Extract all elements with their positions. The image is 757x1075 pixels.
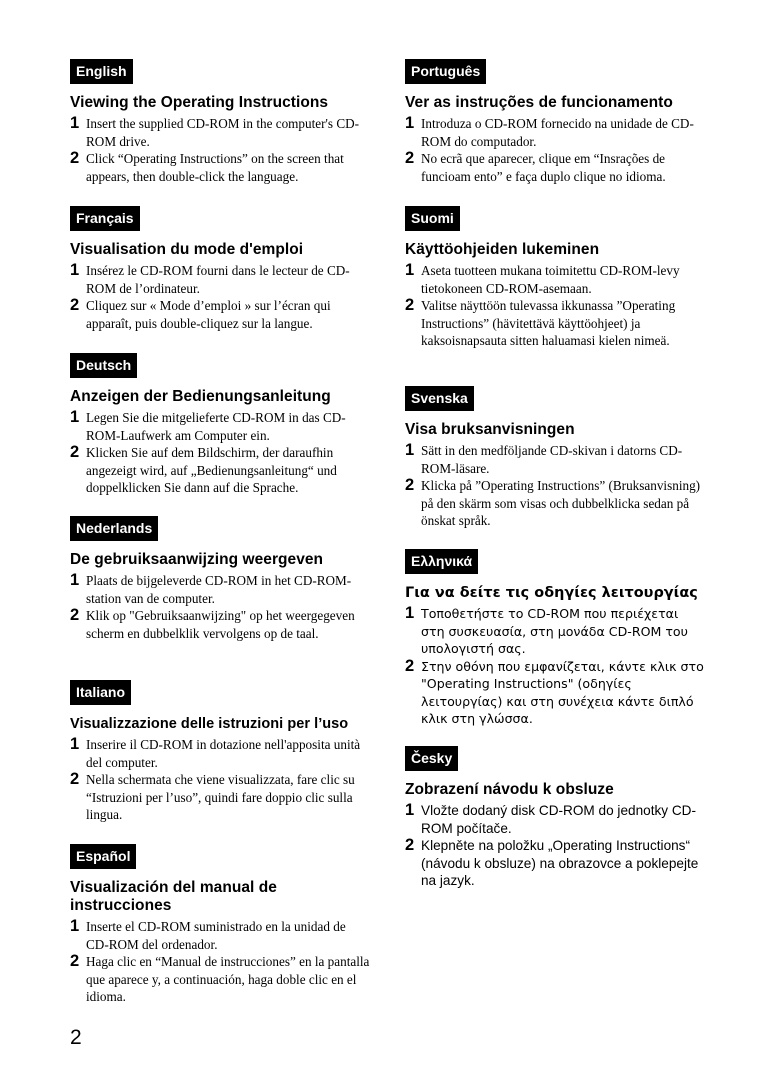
step-number: 2 — [405, 476, 415, 494]
step-number: 1 — [405, 441, 415, 459]
step-item — [405, 115, 705, 150]
step-number: 2 — [405, 656, 415, 675]
section-heading: Visualisation du mode d'emploi — [70, 241, 304, 258]
step-number: 2 — [70, 952, 80, 970]
step-item — [70, 115, 370, 150]
language-badge: Deutsch — [70, 353, 137, 378]
section-svenska — [405, 386, 705, 530]
language-badge: Español — [70, 844, 136, 869]
step-text: Klepněte na položku „Operating Instructions“ (návodu k obsluze) na obrazovce a poklepejte na jazyk. — [421, 838, 699, 888]
step-number: 2 — [70, 149, 80, 167]
section-english — [70, 59, 370, 185]
step-number: 1 — [70, 917, 80, 935]
step-list — [70, 409, 370, 497]
section-suomi — [405, 206, 705, 350]
step-text: Klik op "Gebruiksaanwijzing" op het weergegeven scherm en dubbelklik vervolgens op de taal. — [86, 608, 355, 641]
section-ellinika — [405, 549, 705, 728]
section-heading: De gebruiksaanwijzing weergeven — [70, 551, 324, 568]
step-number: 1 — [70, 261, 80, 279]
step-number: 1 — [70, 571, 80, 589]
step-item — [405, 802, 705, 837]
step-list — [405, 262, 705, 350]
section-heading: Zobrazení návodu k obsluze — [405, 781, 614, 798]
step-text: Inserire il CD-ROM in dotazione nell'apposita unità del computer. — [86, 737, 361, 770]
section-heading: Anzeigen der Bedienungsanleitung — [70, 388, 331, 405]
step-list — [405, 802, 705, 890]
section-heading: Käyttöohjeiden lukeminen — [405, 241, 600, 258]
step-item — [405, 837, 705, 890]
step-text: Nella schermata che viene visualizzata, fare clic su “Istruzioni per l’uso”, quindi fare doppio clic sulla lingua. — [86, 772, 355, 822]
language-badge: Français — [70, 206, 140, 231]
step-number: 1 — [70, 408, 80, 426]
section-espanol — [70, 844, 370, 1006]
step-item — [405, 297, 705, 350]
step-text: No ecrã que aparecer, clique em “Insrações de funcioam ento” e faça duplo clique no idioma. — [421, 151, 666, 184]
section-heading: Για να δείτε τις οδηγίες λειτουργίας — [405, 585, 698, 601]
step-item — [70, 918, 370, 953]
step-item — [405, 262, 705, 297]
step-text: Insérez le CD-ROM fourni dans le lecteur de CD-ROM de l’ordinateur. — [86, 263, 350, 296]
language-badge: Svenska — [405, 386, 474, 411]
step-number: 2 — [405, 836, 415, 854]
section-francais — [70, 206, 370, 332]
step-item — [70, 297, 370, 332]
step-text: Sätt in den medföljande CD-skivan i datorns CD-ROM-läsare. — [421, 443, 683, 476]
step-number: 1 — [70, 735, 80, 753]
step-text: Τοποθετήστε το CD-ROM που περιέχεται στη συσκευασία, στη μονάδα CD-ROM του υπολογιστή σας. — [421, 606, 688, 656]
step-text: Introduza o CD-ROM fornecido na unidade de CD-ROM do computador. — [421, 116, 694, 149]
step-text: Valitse näyttöön tulevassa ikkunassa ”Operating Instructions” (hävitettävä käyttöohjeet) ja kaksoisnapsauta sitten haluamasi kielen nimeä. — [421, 298, 676, 348]
step-list — [70, 572, 370, 642]
step-item — [70, 771, 370, 824]
page-number: 2 — [70, 1026, 82, 1049]
step-item — [70, 953, 370, 1006]
section-heading: Visualizzazione delle istruzioni per l’uso — [70, 716, 349, 732]
step-text: Click “Operating Instructions” on the screen that appears, then double-click the language. — [86, 151, 344, 184]
step-item — [70, 736, 370, 771]
step-item — [405, 605, 705, 658]
step-text: Inserte el CD-ROM suministrado en la unidad de CD-ROM del ordenador. — [86, 919, 346, 952]
step-number: 1 — [70, 114, 80, 132]
step-list — [70, 262, 370, 332]
section-heading: Visualización del manual de instrucciones — [70, 879, 277, 914]
section-italiano — [70, 680, 370, 824]
step-list — [70, 918, 370, 1006]
step-item — [70, 409, 370, 444]
language-badge: English — [70, 59, 133, 84]
step-number: 1 — [405, 801, 415, 819]
section-heading: Ver as instruções de funcionamento — [405, 94, 673, 111]
language-badge: Nederlands — [70, 516, 158, 541]
step-list — [405, 442, 705, 530]
section-heading: Viewing the Operating Instructions — [70, 94, 329, 111]
step-text: Plaats de bijgeleverde CD-ROM in het CD-ROM-station van de computer. — [86, 573, 352, 606]
step-text: Vložte dodaný disk CD-ROM do jednotky CD-ROM počítače. — [421, 803, 697, 836]
step-item — [70, 262, 370, 297]
step-text: Klicken Sie auf dem Bildschirm, der daraufhin angezeigt wird, auf „Bedienungsanleitung“ und doppelklicken Sie dann auf die Sprache. — [86, 445, 337, 495]
step-text: Legen Sie die mitgelieferte CD-ROM in das CD-ROM-Laufwerk am Computer ein. — [86, 410, 346, 443]
step-item — [405, 658, 705, 728]
step-number: 2 — [70, 296, 80, 314]
step-text: Klicka på ”Operating Instructions” (Bruksanvisning) på den skärm som visas och dubbelklicka sedan på önskat språk. — [421, 478, 701, 528]
language-badge: Česky — [405, 746, 458, 771]
step-item — [405, 477, 705, 530]
step-item — [70, 150, 370, 185]
step-number: 2 — [70, 606, 80, 624]
step-text: Insert the supplied CD-ROM in the computer's CD-ROM drive. — [86, 116, 360, 149]
section-heading: Visa bruksanvisningen — [405, 421, 575, 438]
step-list — [70, 736, 370, 824]
section-cesky — [405, 746, 705, 890]
step-item — [70, 607, 370, 642]
step-text: Cliquez sur « Mode d’emploi » sur l’écran qui apparaît, puis double-cliquez sur la langue. — [86, 298, 331, 331]
step-number: 1 — [405, 261, 415, 279]
step-number: 2 — [70, 443, 80, 461]
step-list — [405, 115, 705, 185]
step-number: 2 — [405, 149, 415, 167]
language-badge: Ελληνικά — [405, 549, 478, 574]
step-number: 1 — [405, 114, 415, 132]
language-badge: Suomi — [405, 206, 460, 231]
step-text: Haga clic en “Manual de instrucciones” en la pantalla que aparece y, a continuación, haga doble clic en el idioma. — [86, 954, 370, 1004]
step-item — [405, 150, 705, 185]
step-number: 1 — [405, 604, 415, 622]
step-item — [70, 572, 370, 607]
step-number: 2 — [70, 770, 80, 788]
step-text: Aseta tuotteen mukana toimitettu CD-ROM-levy tietokoneen CD-ROM-asemaan. — [421, 263, 680, 296]
section-nederlands — [70, 516, 370, 642]
section-deutsch — [70, 353, 370, 497]
step-item — [405, 442, 705, 477]
step-list — [70, 115, 370, 185]
language-badge: Italiano — [70, 680, 131, 705]
language-badge: Português — [405, 59, 486, 84]
step-list — [405, 605, 705, 728]
step-item — [70, 444, 370, 497]
section-portugues — [405, 59, 705, 185]
step-text: Στην οθόνη που εμφανίζεται, κάντε κλικ στο "Operating Instructions" (οδηγίες λειτουργίας) και στη συνέχεια κάντε διπλό κλικ στη γλώσσα. — [421, 658, 704, 726]
step-number: 2 — [405, 296, 415, 314]
